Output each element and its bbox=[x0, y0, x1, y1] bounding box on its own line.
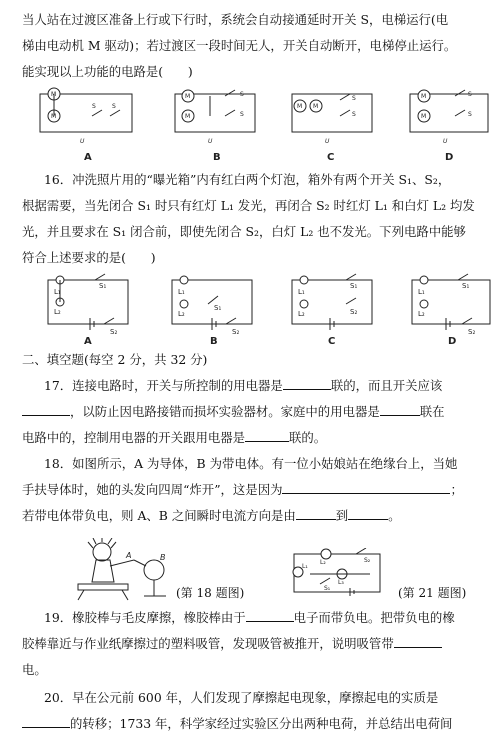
q15-u-label-c: U bbox=[325, 138, 330, 145]
q16-line-4: 符合上述要求的是( ) bbox=[22, 250, 156, 265]
q16-s2-label-c: S₂ bbox=[350, 308, 358, 316]
q18-line-3: 若带电体带负电，则 A、B 之间瞬时电流方向是由 到 。 bbox=[22, 508, 401, 523]
q16-circuit-diagrams bbox=[0, 268, 501, 346]
q15-st-label-d: S bbox=[468, 111, 472, 118]
fig21-l3-label: L₃ bbox=[338, 579, 344, 586]
q15-option-c: C bbox=[327, 152, 335, 163]
q15-m-label-c2: M bbox=[313, 103, 319, 110]
q15-s-label-d: S bbox=[468, 91, 472, 98]
fig21-s2-label: S₂ bbox=[364, 557, 371, 564]
q15-st-label-b: S bbox=[240, 111, 244, 118]
q20-line-2: 的转移；1733 年，科学家经过实验区分出两种电荷，并总结出电荷间 bbox=[22, 716, 484, 732]
section-2-header: 二、填空题(每空 2 分，共 32 分) bbox=[22, 352, 208, 367]
q15-st-label-a: S bbox=[112, 103, 116, 110]
q19-line-3: 电。 bbox=[22, 662, 47, 677]
q15-line-1: 当人站在过渡区准备上行或下行时，系统会自动接通延时开关 S，电梯运行(电 bbox=[22, 12, 449, 27]
figure-18-caption: (第 18 题图) bbox=[176, 586, 245, 600]
q17-line-1: 17．连接电路时，开关与所控制的用电器是 联的，而且开关应该 bbox=[44, 378, 443, 393]
figure-18-girl-static bbox=[72, 538, 182, 604]
q16-s2-label-d: S₂ bbox=[468, 328, 476, 336]
q15-line-2: 梯由电动机 M 驱动)；若过渡区一段时间无人，开关自动断开，电梯停止运行。 bbox=[22, 38, 457, 53]
q17-line-2: ，以防止因电路接错而损坏实验器材。家庭中的用电器是 联在 bbox=[22, 404, 484, 420]
q15-s-label-a: S bbox=[92, 103, 96, 110]
q15-m-label-a1: M bbox=[51, 91, 57, 98]
q16-l1-label-d: L₁ bbox=[418, 288, 425, 296]
q17-line-3: 电路中的，控制用电器的开关跟用电器是 联的。 bbox=[22, 430, 327, 445]
q18-line-2: 手扶导体时，她的头发向四周“炸开”，这是因为 ； bbox=[22, 482, 463, 497]
q15-u-label-b: U bbox=[208, 138, 213, 145]
q16-option-a: A bbox=[84, 336, 92, 346]
q15-line-3: 能实现以上功能的电路是( ) bbox=[22, 64, 193, 79]
q16-l1-label-a: L₁ bbox=[54, 288, 61, 296]
q15-m-label-a2: M bbox=[51, 113, 57, 120]
q16-l2-label-b: L₂ bbox=[178, 310, 185, 318]
q19-line-1: 19．橡胶棒与毛皮摩擦，橡胶棒由于 电子而带负电。把带负电的橡 bbox=[44, 610, 455, 625]
fig18-label-a: A bbox=[126, 551, 132, 560]
q16-s1-label-c: S₁ bbox=[350, 282, 358, 290]
figure-21-caption: (第 21 题图) bbox=[398, 586, 467, 600]
q16-l1-label-b: L₁ bbox=[178, 288, 185, 296]
q18-line-1: 18．如图所示，A 为导体，B 为带电体。有一位小姑娘站在绝缘台上，当她 bbox=[44, 456, 458, 471]
q20-line-1: 20．早在公元前 600 年，人们发现了摩擦起电现象，摩擦起电的实质是 bbox=[44, 690, 439, 705]
q16-line-2: 根据需要，当先闭合 S₁ 时只有红灯 L₁ 发光，再闭合 S₂ 时红灯 L₁ 和白灯 L₂ 均发 bbox=[22, 198, 475, 213]
q16-s2-label-b: S₂ bbox=[232, 328, 240, 336]
q16-s2-label-a: S₂ bbox=[110, 328, 118, 336]
q16-l2-label-d: L₂ bbox=[418, 310, 425, 318]
q16-l2-label-c: L₂ bbox=[298, 310, 305, 318]
q16-line-3: 光，并且要求在 S₁ 闭合前，即使先闭合 S₂，白灯 L₂ 也不发光。下列电路中能够 bbox=[22, 224, 466, 239]
q15-st-label-c: S bbox=[352, 111, 356, 118]
fig18-label-b: B bbox=[160, 553, 166, 562]
q19-line-2: 胶棒靠近与作业纸摩擦过的塑料吸管，发现吸管被推开，说明吸管带 bbox=[22, 636, 484, 652]
q16-s1-label-d: S₁ bbox=[462, 282, 470, 290]
q15-s-label-c: S bbox=[352, 95, 356, 102]
q15-circuit-diagrams bbox=[0, 86, 501, 166]
q15-m-label-b1: M bbox=[185, 93, 191, 100]
fig21-l1-label: L₁ bbox=[302, 563, 308, 570]
q16-l2-label-a: L₂ bbox=[54, 308, 61, 316]
figure-21-circuit bbox=[290, 548, 386, 598]
q15-option-a: A bbox=[84, 152, 92, 163]
q15-m-label-c1: M bbox=[297, 103, 303, 110]
q16-s1-label-b: S₁ bbox=[214, 304, 222, 312]
fig21-l2-label: L₂ bbox=[320, 559, 326, 566]
q16-s1-label-a: S₁ bbox=[99, 282, 107, 290]
q15-m-label-b2: M bbox=[185, 113, 191, 120]
q15-m-label-d2: M bbox=[421, 113, 427, 120]
q15-u-label-a: U bbox=[80, 138, 85, 145]
q15-u-label-d: U bbox=[443, 138, 448, 145]
q15-m-label-d1: M bbox=[421, 93, 427, 100]
q16-l1-label-c: L₁ bbox=[298, 288, 305, 296]
q16-option-c: C bbox=[328, 336, 336, 346]
q16-option-d: D bbox=[448, 336, 457, 346]
q15-option-b: B bbox=[213, 152, 221, 163]
q15-option-d: D bbox=[445, 152, 454, 163]
q16-line-1: 16．冲洗照片用的“曝光箱”内有红白两个灯泡，箱外有两个开关 S₁、S₂， bbox=[44, 172, 451, 187]
q16-option-b: B bbox=[210, 336, 218, 346]
fig21-s1-label: S₁ bbox=[324, 585, 331, 592]
q15-s-label-b: S bbox=[240, 91, 244, 98]
